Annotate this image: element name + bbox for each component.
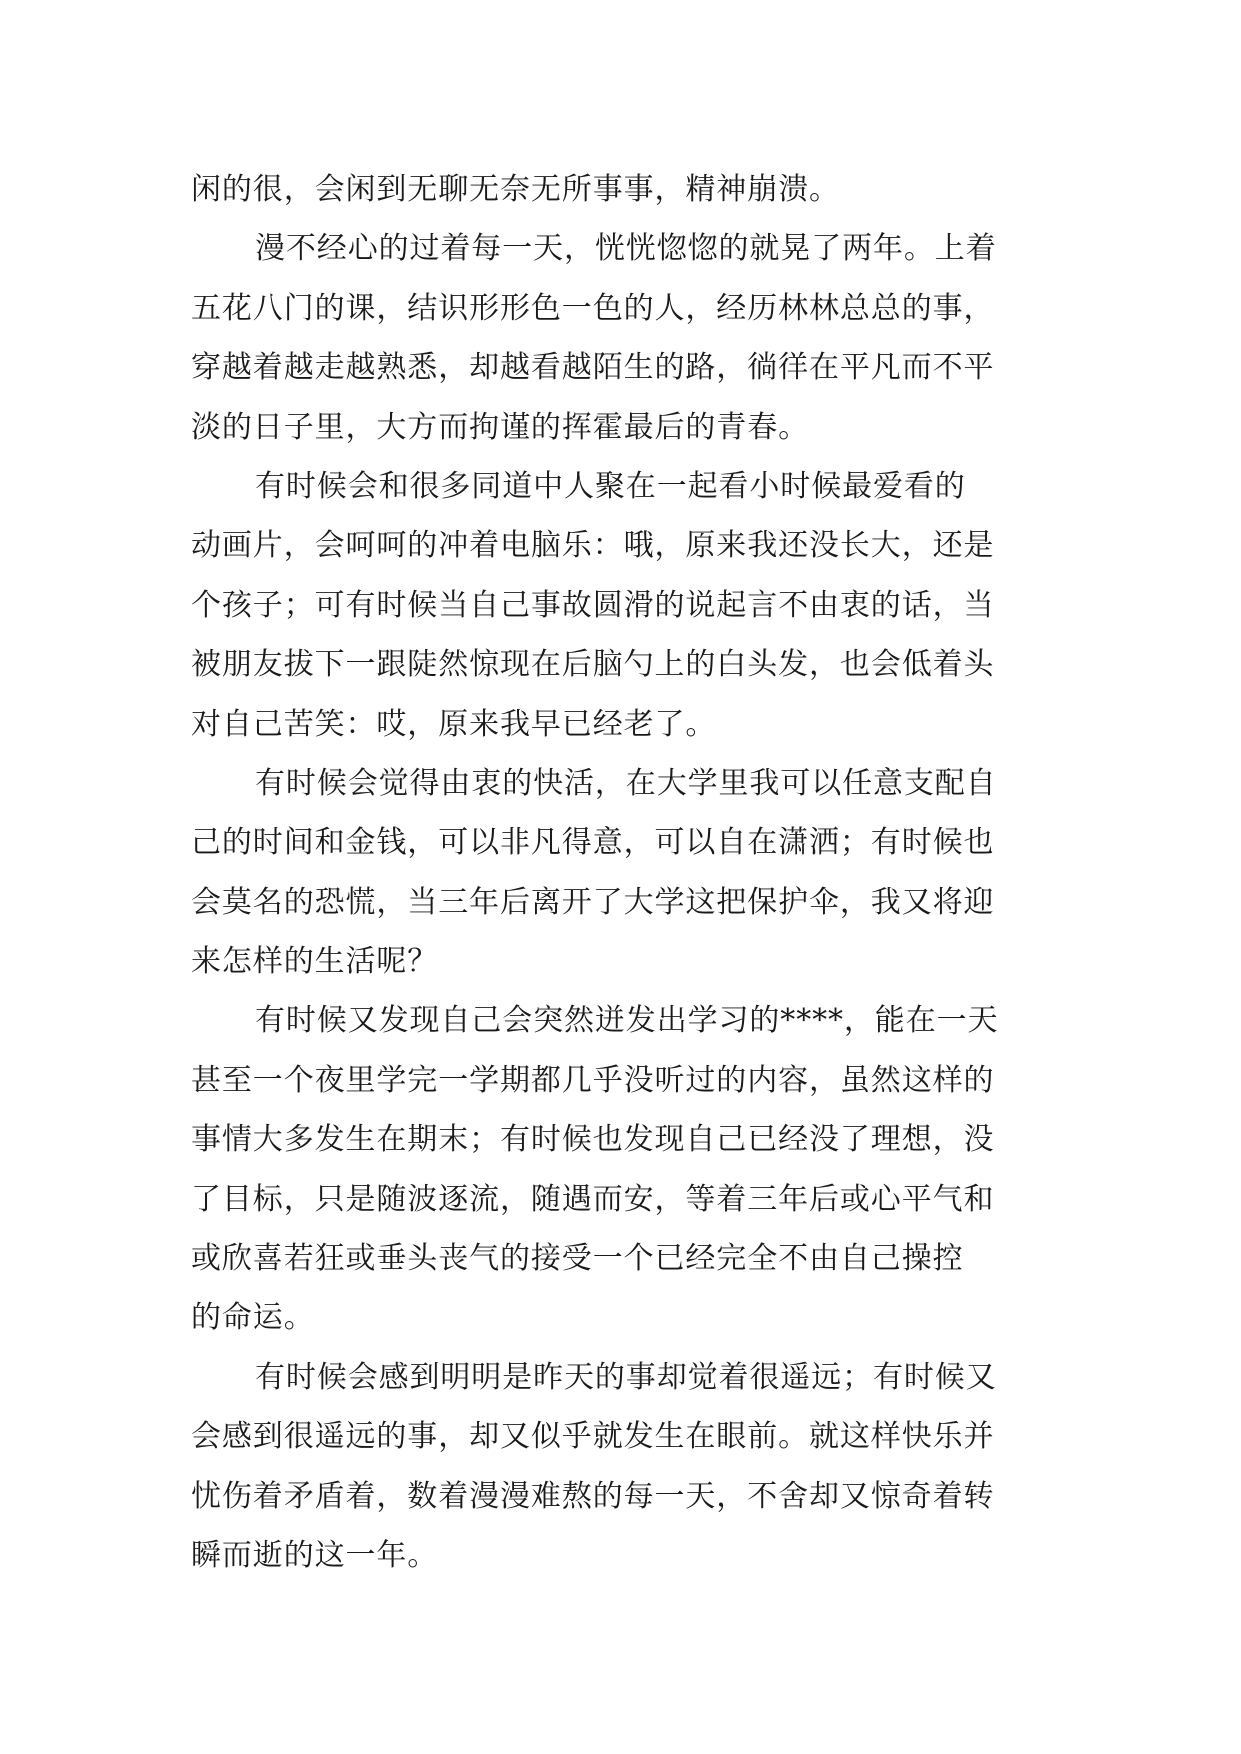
text-line: 事情大多发生在期末；有时候也发现自己已经没了理想，没 bbox=[191, 1122, 995, 1158]
text-line: 动画片，会呵呵的冲着电脑乐：哦，原来我还没长大，还是 bbox=[191, 528, 995, 564]
text-line: 被朋友拔下一跟陡然惊现在后脑勺上的白头发，也会低着头 bbox=[191, 647, 995, 683]
text-line: 漫不经心的过着每一天，恍恍惚惚的就晃了两年。上着 bbox=[255, 231, 997, 267]
text-line: 或欣喜若狂或垂头丧气的接受一个已经完全不由自己操控 bbox=[191, 1241, 964, 1277]
text-line: 淡的日子里，大方而拘谨的挥霍最后的青春。 bbox=[191, 409, 809, 445]
text-line: 甚至一个夜里学完一学期都几乎没听过的内容，虽然这样的 bbox=[191, 1062, 995, 1098]
text-line: 有时候会觉得由衷的快活，在大学里我可以任意支配自 bbox=[255, 765, 997, 801]
text-line: 对自己苦笑：哎，原来我早已经老了。 bbox=[191, 706, 717, 742]
text-line: 穿越着越走越熟悉，却越看越陌生的路，徜徉在平凡而不平 bbox=[191, 350, 995, 386]
text-line: 有时候会和很多同道中人聚在一起看小时候最爱看的 bbox=[255, 468, 966, 504]
text-line: 忧伤着矛盾着，数着漫漫难熬的每一天，不舍却又惊奇着转 bbox=[191, 1478, 995, 1514]
text-line: 来怎样的生活呢？ bbox=[191, 944, 439, 980]
text-line: 的命运。 bbox=[191, 1300, 315, 1336]
text-line: 了目标，只是随波逐流，随遇而安，等着三年后或心平气和 bbox=[191, 1181, 995, 1217]
text-line: 会莫名的恐慌，当三年后离开了大学这把保护伞，我又将迎 bbox=[191, 884, 995, 920]
text-line: 瞬而逝的这一年。 bbox=[191, 1537, 439, 1573]
text-line: 会感到很遥远的事，却又似乎就发生在眼前。就这样快乐并 bbox=[191, 1419, 995, 1455]
text-line: 有时候会感到明明是昨天的事却觉着很遥远；有时候又 bbox=[255, 1359, 997, 1395]
text-line: 己的时间和金钱，可以非凡得意，可以自在潇洒；有时候也 bbox=[191, 825, 995, 861]
text-line: 有时候又发现自己会突然迸发出学习的****，能在一天 bbox=[255, 1003, 999, 1039]
document-body bbox=[191, 160, 1051, 1585]
text-line: 五花八门的课，结识形形色一色的人，经历林林总总的事， bbox=[191, 290, 995, 326]
text-line: 闲的很，会闲到无聊无奈无所事事，精神崩溃。 bbox=[191, 172, 840, 207]
text-line: 个孩子；可有时候当自己事故圆滑的说起言不由衷的话，当 bbox=[191, 587, 995, 623]
